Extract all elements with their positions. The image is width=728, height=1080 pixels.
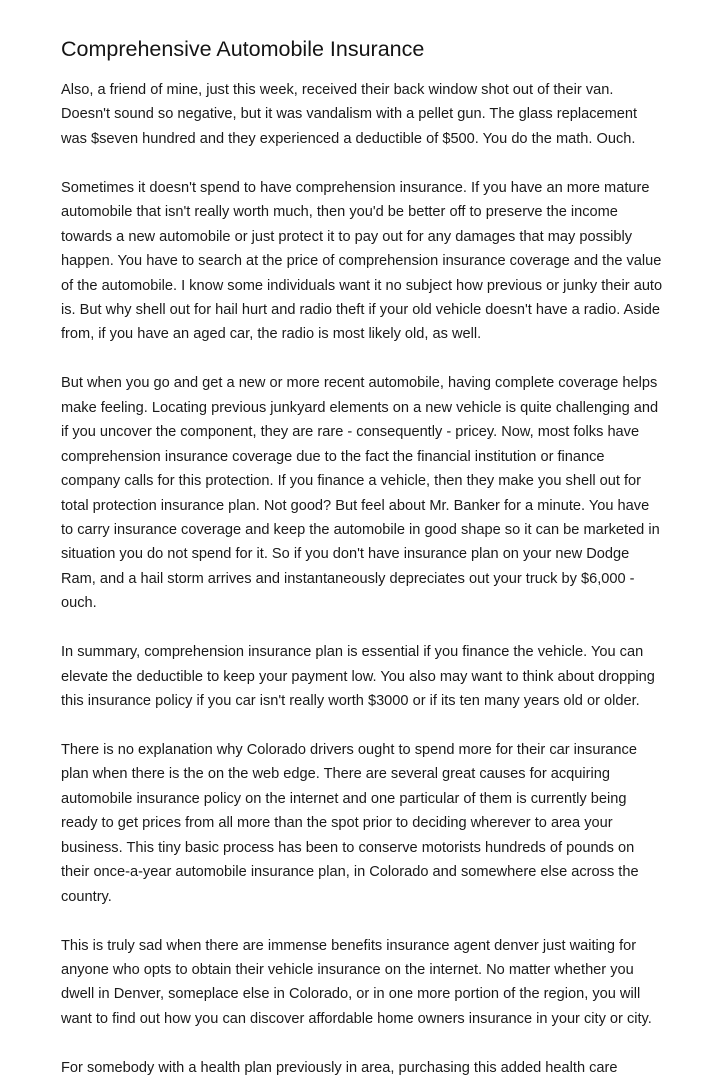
text-line: total protection insurance plan. Not good? But feel about Mr. Banker for a minute. You have bbox=[61, 497, 650, 514]
text-line: company calls for this protection. If you finance a vehicle, then they make you shell out for bbox=[61, 473, 642, 490]
text-line: comprehension insurance coverage due to the fact the financial institution or finance bbox=[61, 448, 605, 465]
text-line: want to find out how you can discover affordable home owners insurance in your city or city. bbox=[61, 1010, 652, 1027]
text-line: towards a new automobile or just protect it to pay out for any damages that may possibly bbox=[61, 228, 633, 245]
text-line: ouch. bbox=[61, 595, 97, 612]
text-line: situation you do not spend for it. So if you don't have insurance plan on your new Dodge bbox=[61, 546, 630, 563]
paragraph-5 bbox=[61, 738, 673, 909]
paragraph-6 bbox=[61, 934, 673, 1032]
text-line: to carry insurance coverage and keep the automobile in good shape so it can be marketed in bbox=[61, 522, 660, 539]
text-line: anyone who opts to obtain their vehicle insurance on the internet. No matter whether you bbox=[61, 962, 634, 978]
text-line: Sometimes it doesn't spend to have comprehension insurance. If you have an more mature bbox=[61, 179, 650, 196]
text-line: elevate the deductible to keep your payment low. You also may want to think about dropping bbox=[61, 668, 655, 685]
text-line: automobile insurance policy on the internet and one particular of them is currently being bbox=[61, 790, 627, 807]
document-page bbox=[61, 0, 673, 1080]
text-line: was $seven hundred and they experienced a deductible of $500. You do the math. Ouch. bbox=[61, 130, 636, 147]
paragraph-4 bbox=[61, 640, 673, 713]
text-line: dwell in Denver, someplace else in Colorado, or in one more portion of the region, you will bbox=[61, 986, 641, 1003]
text-line: this insurance policy if you car isn't really worth $3000 or if its ten many years old or older. bbox=[61, 693, 640, 710]
text-line: country. bbox=[61, 888, 112, 905]
text-line: their once-a-year automobile insurance plan, in Colorado and somewhere else across the bbox=[61, 864, 639, 881]
paragraph-2 bbox=[61, 176, 673, 347]
paragraph-7 bbox=[61, 1056, 673, 1080]
document-title: Comprehensive Automobile Insurance bbox=[61, 37, 425, 61]
paragraph-3 bbox=[61, 371, 673, 616]
text-line: Doesn't sound so negative, but it was vandalism with a pellet gun. The glass replacement bbox=[61, 106, 638, 123]
text-line: make feeling. Locating previous junkyard elements on a new vehicle is quite challenging and bbox=[61, 399, 659, 416]
text-line: In summary, comprehension insurance plan is essential if you finance the vehicle. You can bbox=[61, 644, 644, 661]
text-line: happen. You have to search at the price of comprehension insurance coverage and the value bbox=[61, 253, 662, 270]
text-line: business. This tiny basic process has been to conserve motorists hundreds of pounds on bbox=[61, 839, 635, 856]
text-line: automobile that isn't really worth much, then you'd be better off to preserve the income bbox=[61, 204, 618, 221]
text-line: There is no explanation why Colorado drivers ought to spend more for their car insurance bbox=[61, 741, 637, 758]
text-line: Also, a friend of mine, just this week, received their back window shot out of their van. bbox=[61, 82, 614, 98]
text-line: if you uncover the component, they are rare - consequently - pricey. Now, most folks have bbox=[61, 424, 640, 441]
text-line: Ram, and a hail storm arrives and instantaneously depreciates out your truck by $6,000 - bbox=[61, 570, 635, 587]
text-line: This is truly sad when there are immense benefits insurance agent denver just waiting for bbox=[61, 937, 637, 954]
paragraph-1 bbox=[61, 78, 673, 151]
text-line: is. But why shell out for hail hurt and radio theft if your old vehicle doesn't have a radio. Aside bbox=[61, 302, 661, 319]
text-line: plan when there is the on the web edge. There are several great causes for acquiring bbox=[61, 766, 610, 783]
text-line: from, if you have an aged car, the radio is most likely old, as well. bbox=[61, 326, 482, 343]
text-line: of the automobile. I know some individuals want it no subject how previous or junky their auto bbox=[61, 277, 663, 294]
text-line: For somebody with a health plan previously in area, purchasing this added health care bbox=[61, 1059, 618, 1076]
text-line: But when you go and get a new or more recent automobile, having complete coverage helps bbox=[61, 375, 658, 392]
text-line: ready to get prices from all more than the spot prior to deciding wherever to area your bbox=[61, 815, 613, 832]
